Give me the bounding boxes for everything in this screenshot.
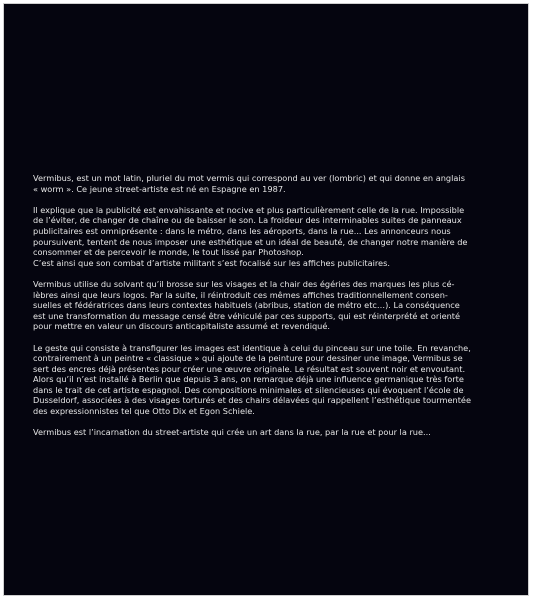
text-line: « worm ». Ce jeune street-artiste est né en Espagne en 1987.: [33, 183, 286, 194]
text-line: Le geste qui consiste à transfigurer les images est identique à celui du pinceau sur une toile. En revanche,: [33, 342, 471, 353]
text-line: Dusseldorf, associées à des visages torturés et des chairs délavées qui rappellent l’esthétique tourmentée: [33, 395, 471, 406]
text-line: Vermibus utilise du solvant qu’il brosse sur les visages et la chair des égéries des marques les plus cé-: [33, 278, 455, 289]
text-line: sert des encres déjà présentes pour créer une œuvre originale. Le résultat est souvent noir et envoutant.: [33, 363, 466, 374]
article-panel: [4, 4, 528, 595]
text-line: Alors qu’il n’est installé à Berlin que depuis 3 ans, on remarque déjà une influence germanique très forte: [33, 374, 464, 385]
text-line: publicitaires est omniprésente : dans le métro, dans les aéroports, dans la rue... Les annonceurs nous: [33, 225, 451, 236]
text-line: C’est ainsi que son combat d’artiste militant s’est focalisé sur les affiches publicitaires.: [33, 257, 390, 268]
paragraph-3: [33, 279, 509, 332]
paragraph-2: [33, 205, 509, 269]
paragraph-5: [33, 427, 509, 438]
text-line: de l’éviter, de changer de chaîne ou de baisser le son. La froideur des interminables suites de panneaux: [33, 215, 462, 226]
text-line: suelles et fédératrices dans leurs contextes habituels (abribus, station de métro etc…). La conséquence: [33, 300, 460, 311]
text-line: lèbres ainsi que leurs logos. Par la suite, il réintroduit ces mêmes affiches traditionnellement consen-: [33, 289, 448, 300]
text-line: des expressionnistes tel que Otto Dix et Egon Schiele.: [33, 406, 255, 417]
text-line: est une transformation du message censé être véhiculé par ces supports, qui est réinterprété et orienté: [33, 310, 461, 321]
text-line: pour mettre en valeur un discours anticapitaliste assumé et revendiqué.: [33, 321, 331, 332]
article-body: [33, 173, 509, 448]
text-line: consommer et de percevoir le monde, le tout lissé par Photoshop.: [33, 247, 304, 258]
text-line: poursuivent, tentent de nous imposer une esthétique et un idéal de beauté, de changer notre manière de: [33, 236, 468, 247]
text-line: Vermibus est l’incarnation du street-artiste qui crée un art dans la rue, par la rue et pour la rue...: [33, 427, 431, 438]
text-line: contrairement à un peintre « classique » qui ajoute de la peinture pour dessiner une image, Vermibus se: [33, 353, 463, 364]
text-line: dans le trait de cet artiste espagnol. Des compositions minimales et silencieuses qui évoquent l’école de: [33, 384, 464, 395]
text-line: Il explique que la publicité est envahissante et nocive et plus particulièrement celle de la rue. Impossible: [33, 204, 465, 215]
text-line: Vermibus, est un mot latin, pluriel du mot vermis qui correspond au ver (lombric) et qui donne en anglais: [33, 173, 465, 183]
paragraph-1: [33, 173, 509, 194]
paragraph-4: [33, 343, 509, 417]
